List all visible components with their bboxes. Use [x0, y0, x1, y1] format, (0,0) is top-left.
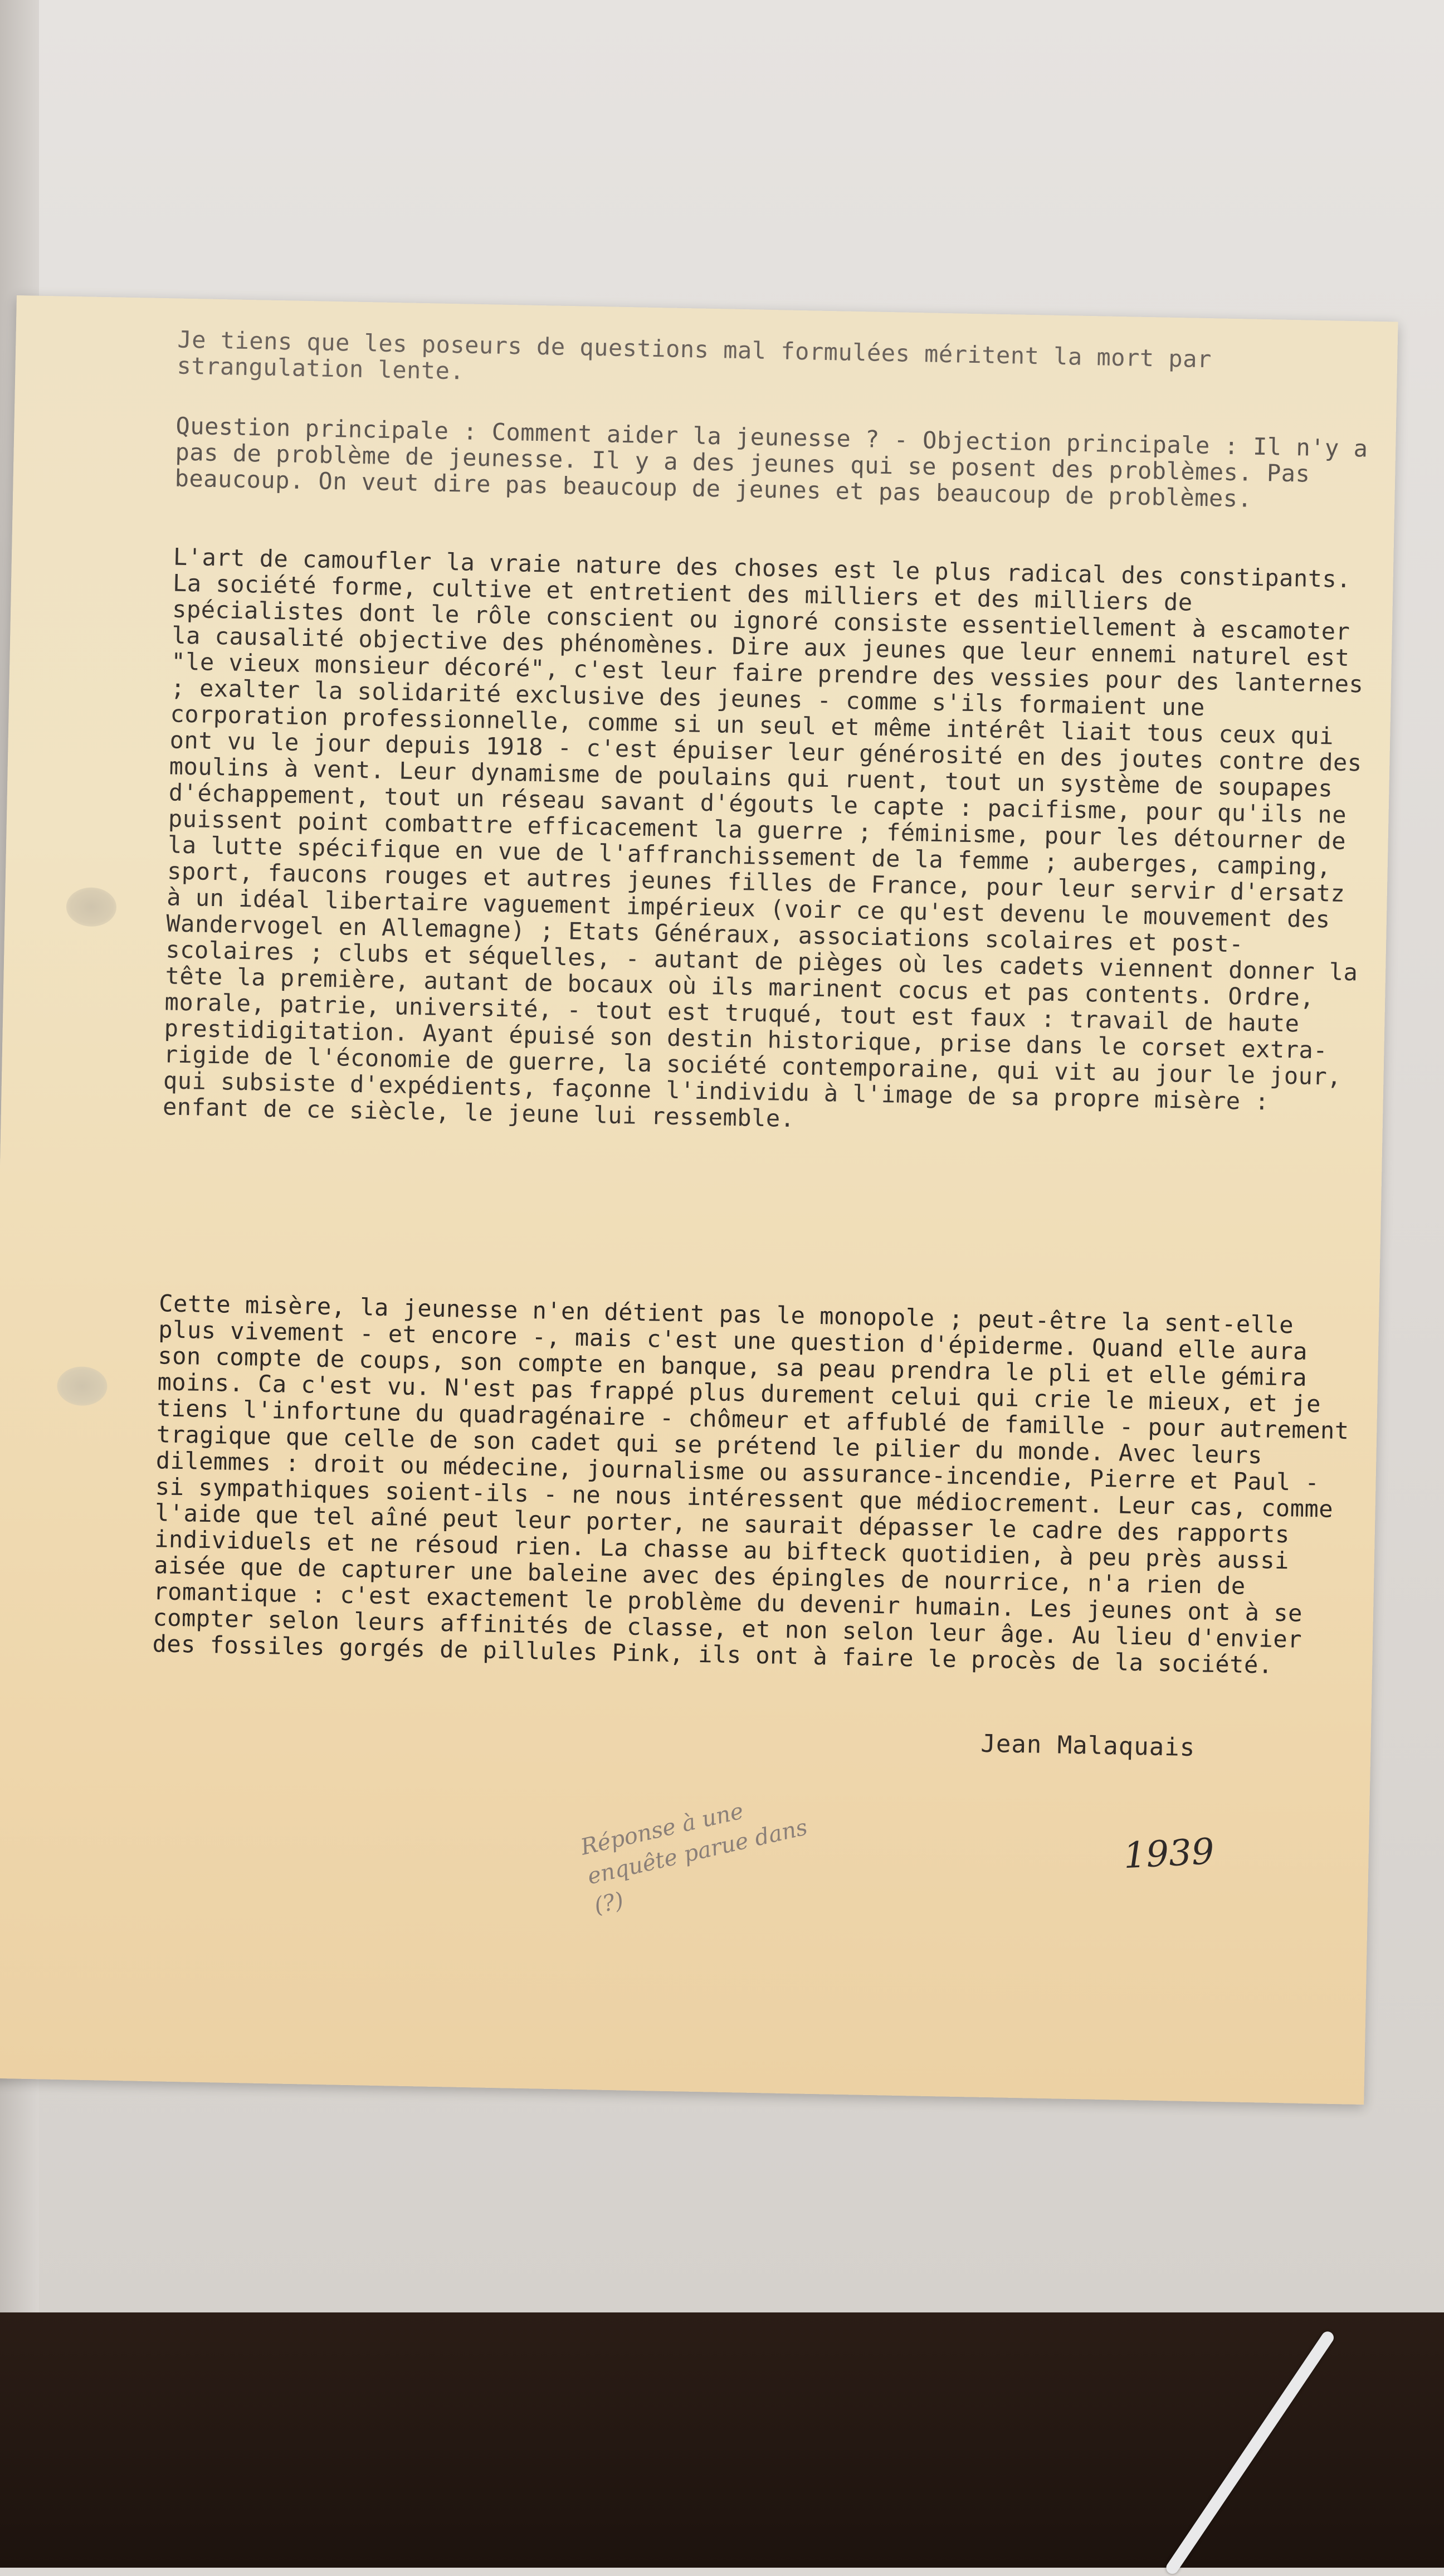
opening-paragraph	[177, 327, 1375, 402]
handwritten-year: 1939	[1122, 1831, 1216, 1877]
main-paragraph	[162, 543, 1378, 1142]
table-surface	[0, 2312, 1444, 2568]
paragraph-text: Question principale : Comment aider la jeunesse ? - Objection principale : Il n'y a pas de problème de jeunesse. Il y a des jeunes qui se posent des problèmes. Pas beaucoup. On veut dire pas beaucoup de jeunes et pas beaucoup de problèmes.	[174, 412, 1383, 513]
question-paragraph	[174, 412, 1383, 514]
closing-paragraph	[152, 1289, 1364, 1679]
paragraph-text: Je tiens que les poseurs de questions mal formulées méritent la mort par strangulation lente.	[177, 325, 1227, 385]
author-signature: Jean Malaquais	[980, 1729, 1196, 1762]
paragraph-text: L'art de camoufler la vraie nature des choses est le plus radical des constipants. La société forme, cultive et entretient des milliers et des milliers de spécialistes dont le rôle conscient ou ignoré consiste essentiellement à escamoter la causalité objective des phénomènes. Dire aux jeunes que leur ennemi naturel est "le vieux monsieur décoré", c'est leur faire prendre des vessies pour des lanternes ; exalter la solidarité exclusive des jeunes - comme s'ils formaient une corporation professionnelle, comme si un seul et même intérêt liait tous ceux qui ont vu le jour depuis 1918 - c'est épuiser leur générosité en des joutes contre des moulins à vent. Leur dynamisme de poulains qui ruent, tout un système de soupapes d'échappement, tout un réseau savant d'égouts le capte : pacifisme, pour qu'ils ne puissent point combattre efficacement la guerre ; féminisme, pour les détourner de la lutte spécifique en vue de l'affranchissement de la femme ; auberges, camping, sport, faucons rouges et autres jeunes filles de France, pour leur servir d'ersatz à un idéal libertaire vaguement impérieux (voir ce qu'est devenu le mouvement des Wandervogel en Allemagne) ; Etats Généraux, associations scolaires et post-scolaires ; clubs et séquelles, - autant de pièges où les cadets viennent donner la tête la première, autant de bocaux où ils marinent cocus et pas contents. Ordre, morale, patrie, université, - tout est truqué, tout est faux : travail de haute prestidigitation. Ayant épuisé son destin historique, prise dans le corset extra-rigide de l'économie de guerre, la société contemporaine, qui vit au jour le jour, qui subsiste d'expédients, façonne l'individu à l'image de sa propre misère : enfant de ce siècle, le jeune lui ressemble.	[162, 543, 1378, 1133]
paragraph-text: Cette misère, la jeunesse n'en détient pas le monopole ; peut-être la sent-elle plus vivement - et encore -, mais c'est une question d'épiderme. Quand elle aura son compte de coups, son compte en banque, sa peau prendra le pli et elle gémira moins. Ca c'est vu. N'est pas frappé plus durement celui qui crie le mieux, et je tiens l'infortune du quadragénaire - chômeur et affublé de famille - pour autrement tragique que celle de son cadet qui se prétend le pilier du monde. Avec leurs dilemmes : droit ou médecine, journalisme ou assurance-incendie, Pierre et Paul - si sympathiques soient-ils - ne nous intéressent que médiocrement. Leur cas, comme l'aide que tel aîné peut leur porter, ne saurait dépasser le cadre des rapports individuels et ne résoud rien. La chasse au bifteck quotidien, à peu près aussi aisée que de capturer une baleine avec des épingles de nourrice, n'a rien de romantique : c'est exactement le problème du devenir humain. Les jeunes ont à se compter selon leurs affinités de classe, et non selon leur âge. Au lieu d'envier des fossiles gorgés de pillules Pink, ils ont à faire le procès de la société.	[152, 1289, 1364, 1679]
typewritten-page	[0, 295, 1398, 2105]
punch-hole	[66, 887, 116, 927]
punch-hole	[57, 1366, 108, 1406]
handwritten-note: Réponse à une enquête parue dans (?)	[578, 1798, 810, 1919]
